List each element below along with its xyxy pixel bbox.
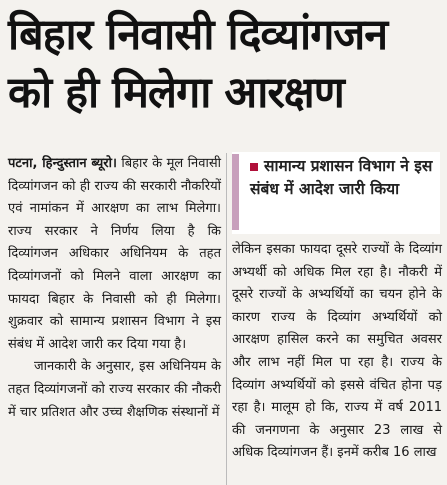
- article-paragraph-3: लेकिन इसका फायदा दूसरे राज्यों के दिव्यांग अभ्यर्थी को अधिक मिल रहा है। नौकरी में दूसरे राज्यों के अभ्यर्थियों का चयन होने के कारण राज्य के दिव्यांग अभ्यर्थियों को आरक्षण हासिल करने का समुचित अवसर और लाभ नहीं मिल पा रहा है। राज्य के दिव्यांग अभ्यर्थियों को इससे वंचित होना पड़ रहा है। मालूम हो कि, राज्य में वर्ष 2011 की जनगणना के अनुसार 23 लाख से अधिक दिव्यांगजन हैं। इनमें करीब 16 लाख: [232, 242, 442, 461]
- pullquote-bar: [232, 154, 239, 230]
- headline-line-2: को ही मिलेगा आरक्षण: [8, 68, 344, 118]
- square-bullet-icon: [250, 163, 258, 171]
- pullquote: [232, 152, 440, 234]
- article-column-right: [232, 239, 442, 465]
- column-divider: [226, 153, 227, 485]
- pullquote-text: सामान्य प्रशासन विभाग ने इस संबंध में आदेश जारी किया: [250, 157, 433, 198]
- dateline: पटना, हिन्दुस्तान ब्यूरो।: [8, 156, 117, 171]
- article-paragraph-2: जानकारी के अनुसार, इस अधिनियम के तहत दिव्यांगजनों को राज्य सरकार की नौकरी में चार प्रतिशत और उच्च शैक्षणिक संस्थानों में: [8, 359, 221, 420]
- headline-line-1: बिहार निवासी दिव्यांगजन: [8, 10, 388, 60]
- article-column-left: [8, 153, 221, 424]
- headline: [8, 6, 440, 122]
- article-paragraph-1: बिहार के मूल निवासी दिव्यांगजन को ही राज्य की सरकारी नौकरियों एवं नामांकन में आरक्षण का लाभ मिलेगा। राज्य सरकार ने निर्णय लिया है कि दिव्यांगजन अधिकार अधिनियम के तहत दिव्यांगजनों को मिलने वाला आरक्षण का फायदा बिहार के निवासी को ही मिलेगा। शुक्रवार को सामान्य प्रशासन विभाग ने इस संबंध में आदेश जारी कर दिया गया है।: [8, 156, 221, 352]
